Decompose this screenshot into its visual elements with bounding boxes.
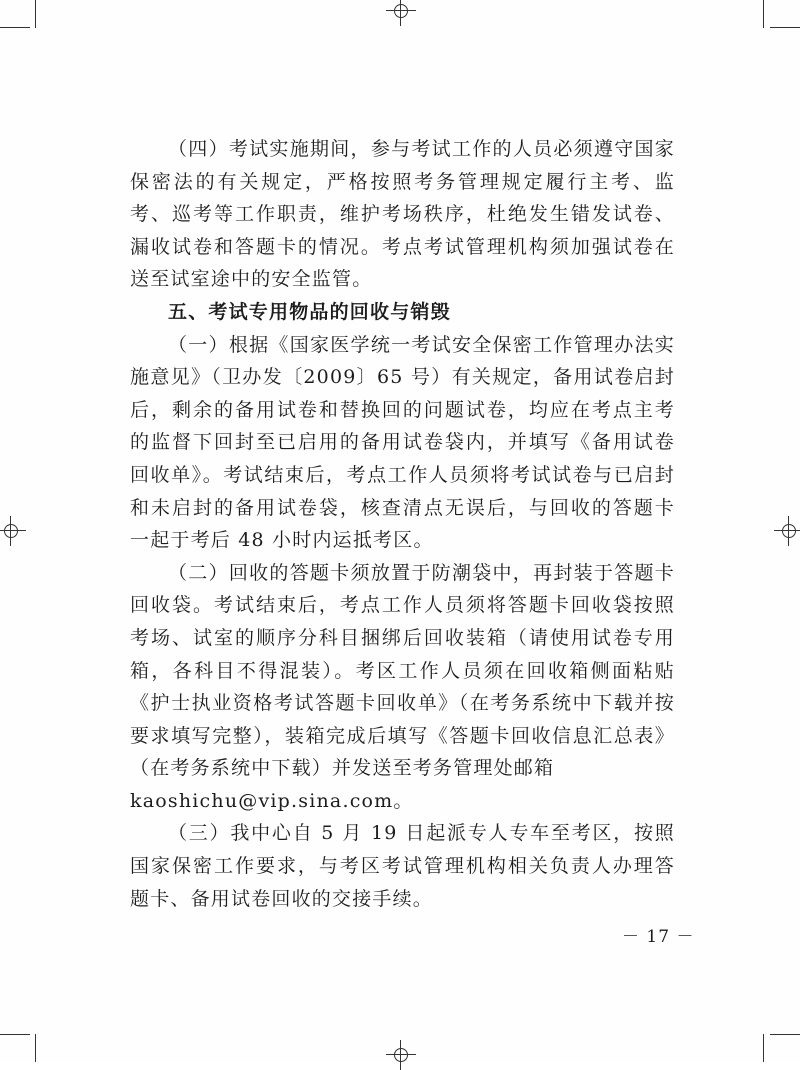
- section-heading-5: 五、考试专用物品的回收与销毁: [168, 300, 451, 323]
- registration-mark-bottom: [386, 1040, 416, 1070]
- crop-mark: [0, 27, 30, 28]
- crop-mark: [770, 1034, 800, 1035]
- crop-mark: [35, 0, 36, 28]
- crop-mark: [763, 1034, 764, 1062]
- crop-mark: [763, 0, 764, 28]
- page-number: － 17 －: [622, 927, 695, 947]
- paragraph-section-4: （四）考试实施期间，参与考试工作的人员必须遵守国家保密法的有关规定，严格按照考务管理规定履行主考、监考、巡考等工作职责，维护考场秩序，杜绝发生错发试卷、漏收试卷和答题卡的情况。考点考试管理机构须加强试卷在送至试室途中的安全监管。: [130, 138, 675, 291]
- document-body: [130, 133, 675, 915]
- paragraph-5-1: （一）根据《国家医学统一考试安全保密工作管理办法实施意见》（卫办发〔2009〕65 号）有关规定，备用试卷启封后，剩余的备用试卷和替换回的问题试卷，均应在考点主考的监督下回封至已启用的备用试卷袋内，并填写《备用试卷回收单》。考试结束后，考点工作人员须将考试试卷与已启封和未启封的备用试卷袋，核查清点无误后，与回收的答题卡一起于考后 48 小时内运抵考区。: [130, 333, 675, 552]
- crop-mark: [35, 1034, 36, 1062]
- crop-mark: [0, 1034, 30, 1035]
- registration-mark-top: [386, 0, 416, 26]
- registration-mark-left: [0, 516, 26, 546]
- paragraph-5-3: （三）我中心自 5 月 19 日起派专人专车至考区，按照国家保密工作要求，与考区考试管理机构相关负责人办理答题卡、备用试卷回收的交接手续。: [130, 822, 675, 910]
- crop-mark: [770, 27, 800, 28]
- registration-mark-right: [774, 516, 800, 546]
- email-address: kaoshichu@vip.sina.com。: [130, 789, 414, 812]
- paragraph-5-2: （二）回收的答题卡须放置于防潮袋中，再封装于答题卡回收袋。考试结束后，考点工作人员须将答题卡回收袋按照考场、试室的顺序分科目捆绑后回收装箱（请使用试卷专用箱，各科目不得混装）。考区工作人员须在回收箱侧面粘贴《护士执业资格考试答题卡回收单》（在考务系统中下载并按要求填写完整），装箱完成后填写《答题卡回收信息汇总表》（在考务系统中下载）并发送至考务管理处邮箱: [130, 561, 675, 780]
